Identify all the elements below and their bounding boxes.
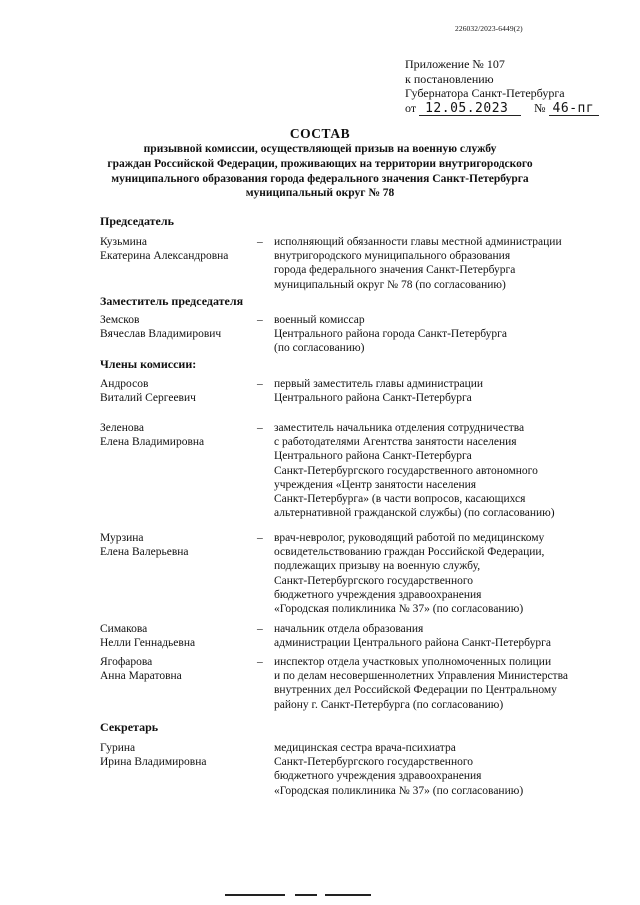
subtitle-line: муниципального образования города федерального значения Санкт-Петербурга	[111, 172, 529, 185]
section-deputy-heading: Заместитель председателя	[100, 294, 244, 308]
member-dash: –	[257, 623, 263, 635]
member-name	[100, 377, 258, 405]
member-dash: –	[257, 236, 263, 248]
document-subtitle	[90, 142, 550, 201]
member-name	[100, 741, 258, 769]
appendix-date: 12.05.2023	[419, 103, 521, 116]
scan-artifact-mark	[225, 894, 371, 900]
appendix-line-2: к постановлению	[405, 71, 494, 86]
member-given-name: Виталий Сергеевич	[100, 392, 196, 405]
document-registration-number: 226032/2023-6449(2)	[455, 24, 523, 33]
document-title: СОСТАВ	[289, 126, 351, 141]
member-dash: –	[257, 314, 263, 326]
appendix-from-label: от	[405, 100, 417, 115]
appendix-number-label: №	[534, 100, 546, 115]
member-surname: Зеленова	[100, 422, 144, 434]
member-name	[100, 421, 258, 449]
member-name	[100, 655, 258, 683]
member-position: врач-невролог, руководящий работой по медицинскому освидетельствованию граждан Российской Федерации, подлежащих призыву на военную службу, Санкт-Петербургского государственного бюджетного учреждения здравоохранения «Городская поликлиника № 37» (по согласованию)	[274, 532, 545, 616]
member-given-name: Нелли Геннадьевна	[100, 637, 196, 650]
member-dash: –	[257, 422, 263, 434]
member-surname: Земсков	[100, 314, 140, 326]
member-position: инспектор отдела участковых уполномоченных полиции и по делам несовершеннолетних Управления Министерства внутренних дел Российской Федерации по Центральному району г. Санкт-Петербурга (по согласованию)	[274, 656, 568, 711]
subtitle-line: муниципальный округ № 78	[245, 187, 395, 200]
member-surname: Ягофарова	[100, 656, 153, 668]
member-name	[100, 235, 258, 263]
section-chair-heading: Председатель	[100, 214, 174, 228]
member-given-name: Вячеслав Владимирович	[100, 328, 222, 341]
subtitle-line: граждан Российской Федерации, проживающих на территории внутригородского	[107, 157, 533, 170]
member-surname: Гурина	[100, 742, 136, 754]
member-position: военный комиссар Центрального района города Санкт-Петербурга (по согласованию)	[274, 314, 507, 355]
member-position: исполняющий обязанности главы местной администрации внутригородского муниципального образования города федерального значения Санкт-Петербурга муниципальный округ № 78 (по согласованию)	[274, 236, 562, 291]
member-dash: –	[257, 378, 263, 390]
appendix-number: 46-пг	[549, 103, 599, 116]
member-given-name: Елена Валерьевна	[100, 546, 189, 559]
appendix-block	[405, 57, 599, 116]
member-surname: Кузьмина	[100, 236, 148, 248]
subtitle-line: призывной комиссии, осуществляющей призыв на военную службу	[143, 143, 497, 155]
member-dash: –	[257, 532, 263, 544]
appendix-line-1: Приложение № 107	[405, 57, 505, 71]
member-given-name: Елена Владимировна	[100, 436, 205, 449]
member-surname: Симакова	[100, 623, 148, 635]
section-secretary-heading: Секретарь	[100, 720, 159, 734]
member-given-name: Анна Маратовна	[100, 670, 182, 683]
member-position: медицинская сестра врача-психиатра Санкт-Петербургского государственного бюджетного учреждения здравоохранения «Городская поликлиника № 37» (по согласованию)	[274, 742, 524, 797]
member-position: заместитель начальника отделения сотрудничества с работодателями Агентства занятости населения Центрального района Санкт-Петербурга Санкт-Петербургского государственного автономного учреждения «Центр занятости населения Санкт-Петербурга» (в части вопросов, касающихся альтернативной гражданской службы) (по согласованию)	[274, 422, 555, 520]
member-given-name: Екатерина Александровна	[100, 250, 229, 263]
member-surname: Мурзина	[100, 532, 144, 544]
appendix-date-line	[405, 101, 599, 116]
section-members-heading: Члены комиссии:	[100, 357, 197, 371]
member-given-name: Ирина Владимировна	[100, 756, 207, 769]
member-name	[100, 622, 258, 650]
appendix-line-3: Губернатора Санкт-Петербурга	[405, 86, 565, 101]
member-name	[100, 313, 258, 341]
member-surname: Андросов	[100, 378, 149, 390]
member-dash: –	[257, 656, 263, 668]
member-position: начальник отдела образования администрации Центрального района Санкт-Петербурга	[274, 623, 551, 650]
member-position: первый заместитель главы администрации Центрального района Санкт-Петербурга	[274, 378, 484, 405]
member-name	[100, 531, 258, 559]
